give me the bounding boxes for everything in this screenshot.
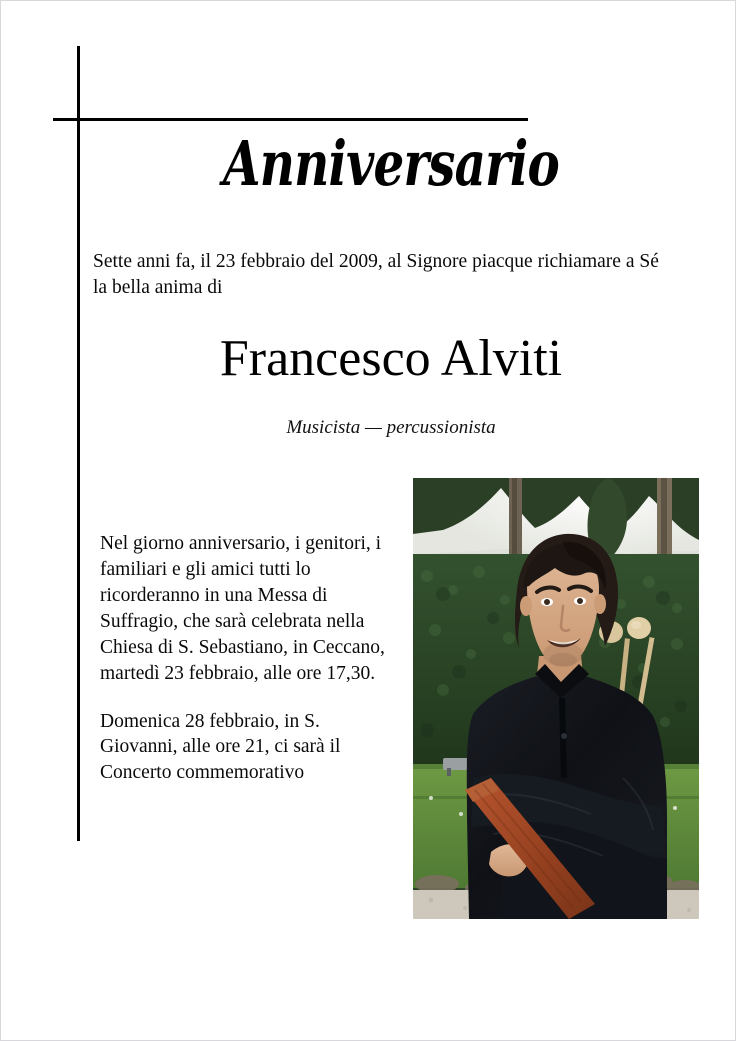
- deceased-name: Francesco Alviti: [219, 330, 563, 387]
- intro-text: Sette anni fa, il 23 febbraio del 2009, al Signore piacque richiamare a Sé la bella anima di: [93, 251, 659, 299]
- body-paragraph-mass: Nel giorno anniversario, i genitori, i familiari e gli amici tutti lo ricorderanno in una Messa di Suffragio, che sarà celebrata nella Chiesa di S. Sebastiano, in Ceccano, martedì 23 febbraio, alle ore 17,30.: [100, 533, 385, 684]
- body-text-column: [100, 531, 400, 786]
- vertical-rule-decoration: [77, 46, 80, 841]
- memorial-photo: [413, 478, 699, 919]
- body-paragraph-concert: Domenica 28 febbraio, in S. Giovanni, alle ore 21, ci sarà il Concerto commemorativo: [100, 710, 341, 784]
- deceased-subtitle: Musicista — percussionista: [286, 417, 496, 438]
- memorial-photo-illustration: [413, 478, 699, 919]
- horizontal-rule-decoration: [53, 118, 528, 121]
- page-title: Anniversario: [223, 127, 559, 200]
